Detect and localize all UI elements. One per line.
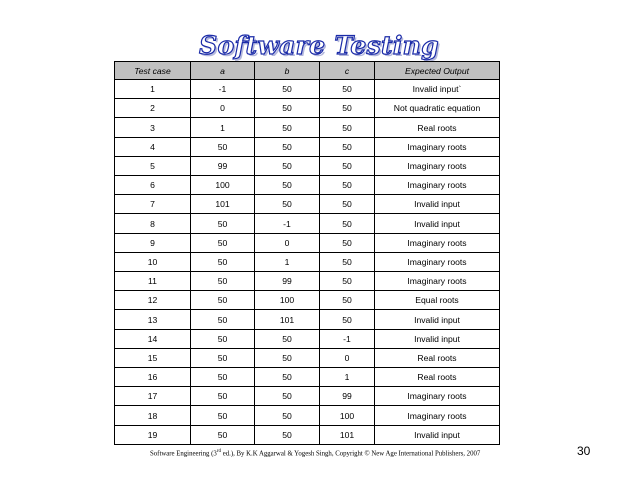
cell-expected-output: Not quadratic equation — [375, 99, 500, 118]
page-number: 30 — [577, 444, 591, 458]
cell-a: 50 — [191, 329, 255, 348]
header-b: b — [255, 62, 320, 80]
cell-b: 50 — [255, 137, 320, 156]
cell-a: 50 — [191, 272, 255, 291]
cell-a: 100 — [191, 176, 255, 195]
cell-test-case: 10 — [115, 252, 191, 271]
table-row — [115, 195, 500, 214]
cell-b: 50 — [255, 348, 320, 367]
table-row — [115, 156, 500, 175]
cell-a: 50 — [191, 425, 255, 444]
cell-expected-output: Invalid input — [375, 195, 500, 214]
cell-b: 50 — [255, 99, 320, 118]
cell-b: 50 — [255, 329, 320, 348]
table-row — [115, 252, 500, 271]
cell-a: 50 — [191, 252, 255, 271]
cell-a: -1 — [191, 80, 255, 99]
table-row — [115, 214, 500, 233]
cell-a: 50 — [191, 137, 255, 156]
table-row — [115, 291, 500, 310]
footer-citation — [150, 449, 480, 457]
table-body — [115, 80, 500, 445]
table-row — [115, 272, 500, 291]
cell-a: 50 — [191, 291, 255, 310]
cell-b: 50 — [255, 406, 320, 425]
cell-b: 50 — [255, 80, 320, 99]
cell-a: 50 — [191, 233, 255, 252]
cell-a: 50 — [191, 214, 255, 233]
table-row — [115, 387, 500, 406]
cell-test-case: 1 — [115, 80, 191, 99]
cell-c: 50 — [320, 176, 375, 195]
cell-b: 50 — [255, 425, 320, 444]
cell-test-case: 18 — [115, 406, 191, 425]
cell-c: 50 — [320, 80, 375, 99]
cell-b: 50 — [255, 176, 320, 195]
cell-b: 0 — [255, 233, 320, 252]
cell-test-case: 15 — [115, 348, 191, 367]
cell-b: 50 — [255, 387, 320, 406]
cell-c: 50 — [320, 156, 375, 175]
cell-c: 50 — [320, 99, 375, 118]
cell-expected-output: Imaginary roots — [375, 176, 500, 195]
cell-expected-output: Invalid input — [375, 329, 500, 348]
table-row — [115, 137, 500, 156]
table-row — [115, 118, 500, 137]
cell-a: 50 — [191, 406, 255, 425]
table-header-row — [115, 62, 500, 80]
cell-expected-output: Invalid input — [375, 214, 500, 233]
cell-c: 50 — [320, 272, 375, 291]
header-c: c — [320, 62, 375, 80]
cell-a: 50 — [191, 368, 255, 387]
cell-c: 50 — [320, 291, 375, 310]
cell-test-case: 14 — [115, 329, 191, 348]
cell-expected-output: Imaginary roots — [375, 387, 500, 406]
cell-c: 1 — [320, 368, 375, 387]
cell-a: 99 — [191, 156, 255, 175]
cell-c: 100 — [320, 406, 375, 425]
cell-expected-output: Imaginary roots — [375, 156, 500, 175]
test-case-table — [114, 61, 500, 445]
cell-expected-output: Imaginary roots — [375, 252, 500, 271]
cell-expected-output: Invalid input — [375, 310, 500, 329]
cell-test-case: 19 — [115, 425, 191, 444]
footer-text-post: ed.), By K.K Aggarwal & Yogesh Singh, Copyright © New Age International Publishers, 2007 — [221, 450, 481, 458]
cell-test-case: 12 — [115, 291, 191, 310]
header-a: a — [191, 62, 255, 80]
cell-c: 50 — [320, 137, 375, 156]
footer-sup: rd — [216, 449, 221, 454]
cell-test-case: 8 — [115, 214, 191, 233]
cell-c: 50 — [320, 195, 375, 214]
cell-test-case: 4 — [115, 137, 191, 156]
cell-b: 50 — [255, 368, 320, 387]
cell-expected-output: Imaginary roots — [375, 406, 500, 425]
cell-b: 50 — [255, 118, 320, 137]
cell-b: 101 — [255, 310, 320, 329]
cell-c: 50 — [320, 214, 375, 233]
cell-c: 50 — [320, 310, 375, 329]
cell-expected-output: Imaginary roots — [375, 272, 500, 291]
cell-expected-output: Invalid input — [375, 425, 500, 444]
cell-expected-output: Equal roots — [375, 291, 500, 310]
cell-c: -1 — [320, 329, 375, 348]
cell-c: 50 — [320, 233, 375, 252]
cell-test-case: 13 — [115, 310, 191, 329]
cell-test-case: 6 — [115, 176, 191, 195]
cell-c: 0 — [320, 348, 375, 367]
cell-b: 99 — [255, 272, 320, 291]
cell-expected-output: Real roots — [375, 118, 500, 137]
cell-a: 0 — [191, 99, 255, 118]
cell-a: 101 — [191, 195, 255, 214]
table-row — [115, 176, 500, 195]
header-test-case: Test case — [115, 62, 191, 80]
table-row — [115, 233, 500, 252]
cell-c: 99 — [320, 387, 375, 406]
header-expected-output: Expected Output — [375, 62, 500, 80]
cell-a: 50 — [191, 348, 255, 367]
table-row — [115, 80, 500, 99]
cell-test-case: 9 — [115, 233, 191, 252]
table-row — [115, 368, 500, 387]
cell-b: 50 — [255, 156, 320, 175]
cell-expected-output: Real roots — [375, 368, 500, 387]
table-row — [115, 310, 500, 329]
slide-title: Software Testing — [199, 31, 439, 60]
table-row — [115, 425, 500, 444]
cell-test-case: 7 — [115, 195, 191, 214]
cell-b: -1 — [255, 214, 320, 233]
cell-a: 1 — [191, 118, 255, 137]
table-row — [115, 99, 500, 118]
cell-expected-output: Invalid input` — [375, 80, 500, 99]
cell-a: 50 — [191, 310, 255, 329]
cell-test-case: 17 — [115, 387, 191, 406]
cell-b: 1 — [255, 252, 320, 271]
cell-test-case: 11 — [115, 272, 191, 291]
table-row — [115, 348, 500, 367]
cell-test-case: 2 — [115, 99, 191, 118]
cell-expected-output: Imaginary roots — [375, 233, 500, 252]
cell-test-case: 16 — [115, 368, 191, 387]
cell-a: 50 — [191, 387, 255, 406]
cell-test-case: 5 — [115, 156, 191, 175]
cell-c: 50 — [320, 118, 375, 137]
cell-c: 50 — [320, 252, 375, 271]
table-row — [115, 406, 500, 425]
footer-text-pre: Software Engineering (3 — [150, 450, 217, 458]
table-row — [115, 329, 500, 348]
cell-b: 100 — [255, 291, 320, 310]
cell-b: 50 — [255, 195, 320, 214]
cell-test-case: 3 — [115, 118, 191, 137]
cell-c: 101 — [320, 425, 375, 444]
cell-expected-output: Real roots — [375, 348, 500, 367]
cell-expected-output: Imaginary roots — [375, 137, 500, 156]
